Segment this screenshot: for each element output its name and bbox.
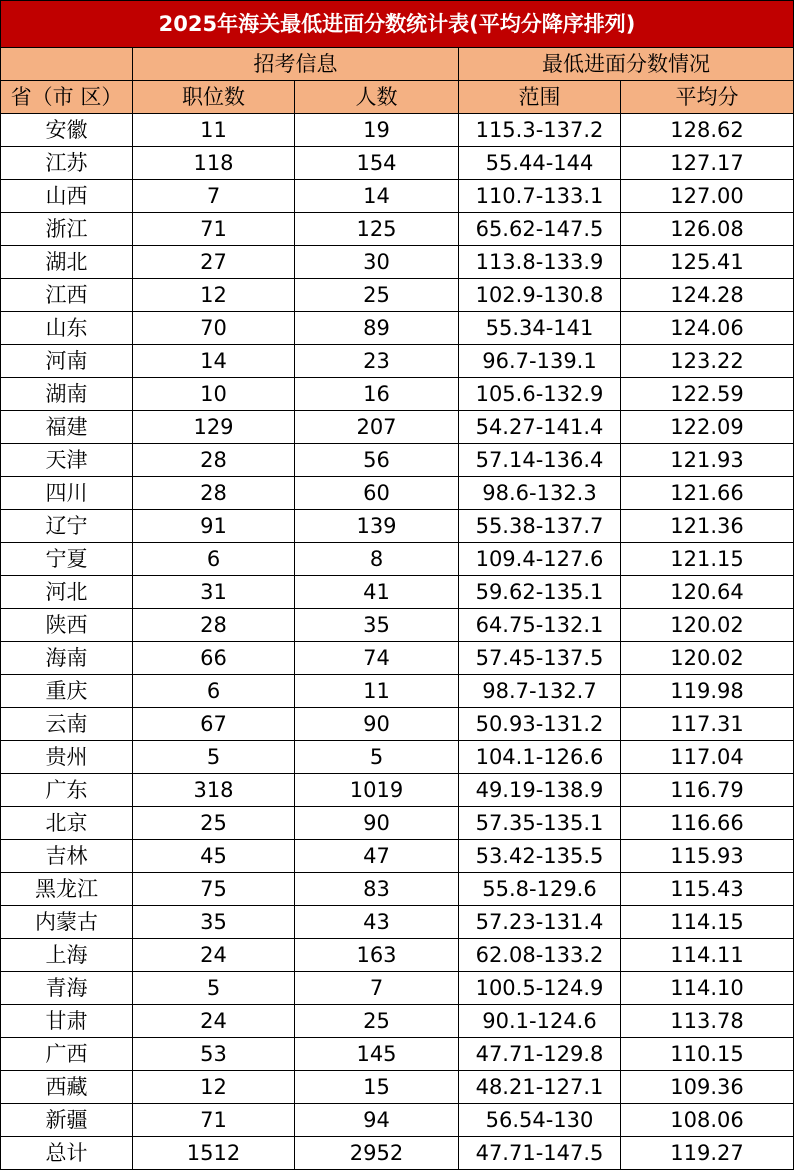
province-cell: 辽宁 — [1, 510, 133, 543]
province-cell: 江西 — [1, 279, 133, 312]
province-cell: 海南 — [1, 642, 133, 675]
average-cell: 121.66 — [621, 477, 794, 510]
positions-cell: 6 — [133, 675, 295, 708]
range-cell: 64.75-132.1 — [459, 609, 621, 642]
average-cell: 128.62 — [621, 114, 794, 147]
positions-cell: 28 — [133, 477, 295, 510]
range-cell: 59.62-135.1 — [459, 576, 621, 609]
province-cell: 河北 — [1, 576, 133, 609]
table-row — [1, 708, 794, 741]
people-cell: 14 — [295, 180, 459, 213]
average-cell: 108.06 — [621, 1104, 794, 1137]
average-cell: 127.00 — [621, 180, 794, 213]
province-cell: 新疆 — [1, 1104, 133, 1137]
positions-cell: 25 — [133, 807, 295, 840]
table-row — [1, 972, 794, 1005]
positions-cell: 28 — [133, 444, 295, 477]
column-header-positions: 职位数 — [133, 81, 295, 114]
people-cell: 90 — [295, 807, 459, 840]
range-cell: 48.21-127.1 — [459, 1071, 621, 1104]
province-cell: 内蒙古 — [1, 906, 133, 939]
range-cell: 55.34-141 — [459, 312, 621, 345]
people-cell: 83 — [295, 873, 459, 906]
range-cell: 105.6-132.9 — [459, 378, 621, 411]
average-cell: 116.79 — [621, 774, 794, 807]
range-cell: 102.9-130.8 — [459, 279, 621, 312]
positions-cell: 12 — [133, 279, 295, 312]
table-row — [1, 1038, 794, 1071]
people-cell: 89 — [295, 312, 459, 345]
range-cell: 96.7-139.1 — [459, 345, 621, 378]
table-row — [1, 741, 794, 774]
title-row — [1, 1, 794, 48]
province-cell: 甘肃 — [1, 1005, 133, 1038]
positions-cell: 6 — [133, 543, 295, 576]
average-cell: 109.36 — [621, 1071, 794, 1104]
province-cell: 四川 — [1, 477, 133, 510]
column-header-range: 范围 — [459, 81, 621, 114]
average-cell: 120.02 — [621, 642, 794, 675]
range-cell: 115.3-137.2 — [459, 114, 621, 147]
table-row — [1, 213, 794, 246]
people-cell: 90 — [295, 708, 459, 741]
range-cell: 57.45-137.5 — [459, 642, 621, 675]
table-title: 2025年海关最低进面分数统计表(平均分降序排列) — [1, 1, 794, 48]
average-cell: 116.66 — [621, 807, 794, 840]
table-row — [1, 873, 794, 906]
table-row — [1, 510, 794, 543]
total-range-cell: 47.71-147.5 — [459, 1137, 621, 1170]
table-row — [1, 444, 794, 477]
positions-cell: 27 — [133, 246, 295, 279]
people-cell: 41 — [295, 576, 459, 609]
province-cell: 贵州 — [1, 741, 133, 774]
people-cell: 16 — [295, 378, 459, 411]
people-cell: 1019 — [295, 774, 459, 807]
positions-cell: 71 — [133, 213, 295, 246]
positions-cell: 67 — [133, 708, 295, 741]
table-row — [1, 576, 794, 609]
column-header-row — [1, 81, 794, 114]
range-cell: 65.62-147.5 — [459, 213, 621, 246]
average-cell: 115.43 — [621, 873, 794, 906]
average-cell: 117.31 — [621, 708, 794, 741]
province-cell: 青海 — [1, 972, 133, 1005]
total-province-cell: 总计 — [1, 1137, 133, 1170]
table-row — [1, 378, 794, 411]
province-cell: 吉林 — [1, 840, 133, 873]
people-cell: 94 — [295, 1104, 459, 1137]
positions-cell: 75 — [133, 873, 295, 906]
average-cell: 117.04 — [621, 741, 794, 774]
range-cell: 47.71-129.8 — [459, 1038, 621, 1071]
people-cell: 74 — [295, 642, 459, 675]
positions-cell: 129 — [133, 411, 295, 444]
table-row — [1, 1104, 794, 1137]
positions-cell: 12 — [133, 1071, 295, 1104]
province-cell: 上海 — [1, 939, 133, 972]
positions-cell: 91 — [133, 510, 295, 543]
column-header-people: 人数 — [295, 81, 459, 114]
province-cell: 宁夏 — [1, 543, 133, 576]
range-cell: 113.8-133.9 — [459, 246, 621, 279]
people-cell: 35 — [295, 609, 459, 642]
column-header-average: 平均分 — [621, 81, 794, 114]
average-cell: 121.15 — [621, 543, 794, 576]
province-cell: 陕西 — [1, 609, 133, 642]
people-cell: 145 — [295, 1038, 459, 1071]
average-cell: 122.09 — [621, 411, 794, 444]
province-cell: 湖北 — [1, 246, 133, 279]
range-cell: 55.44-144 — [459, 147, 621, 180]
people-cell: 163 — [295, 939, 459, 972]
average-cell: 121.36 — [621, 510, 794, 543]
people-cell: 19 — [295, 114, 459, 147]
range-cell: 55.38-137.7 — [459, 510, 621, 543]
people-cell: 30 — [295, 246, 459, 279]
average-cell: 126.08 — [621, 213, 794, 246]
average-cell: 120.64 — [621, 576, 794, 609]
table-row — [1, 774, 794, 807]
positions-cell: 24 — [133, 939, 295, 972]
table-row — [1, 279, 794, 312]
table-row — [1, 312, 794, 345]
average-cell: 110.15 — [621, 1038, 794, 1071]
positions-cell: 31 — [133, 576, 295, 609]
range-cell: 98.7-132.7 — [459, 675, 621, 708]
range-cell: 100.5-124.9 — [459, 972, 621, 1005]
province-cell: 天津 — [1, 444, 133, 477]
people-cell: 56 — [295, 444, 459, 477]
average-cell: 114.15 — [621, 906, 794, 939]
positions-cell: 35 — [133, 906, 295, 939]
average-cell: 119.98 — [621, 675, 794, 708]
positions-cell: 45 — [133, 840, 295, 873]
people-cell: 11 — [295, 675, 459, 708]
range-cell: 90.1-124.6 — [459, 1005, 621, 1038]
table-row — [1, 411, 794, 444]
positions-cell: 14 — [133, 345, 295, 378]
people-cell: 8 — [295, 543, 459, 576]
total-people-cell: 2952 — [295, 1137, 459, 1170]
province-cell: 福建 — [1, 411, 133, 444]
range-cell: 110.7-133.1 — [459, 180, 621, 213]
people-cell: 15 — [295, 1071, 459, 1104]
people-cell: 7 — [295, 972, 459, 1005]
province-cell: 湖南 — [1, 378, 133, 411]
table-row — [1, 675, 794, 708]
positions-cell: 5 — [133, 972, 295, 1005]
range-cell: 53.42-135.5 — [459, 840, 621, 873]
positions-cell: 28 — [133, 609, 295, 642]
table-row — [1, 1005, 794, 1038]
range-cell: 49.19-138.9 — [459, 774, 621, 807]
range-cell: 50.93-131.2 — [459, 708, 621, 741]
positions-cell: 5 — [133, 741, 295, 774]
positions-cell: 118 — [133, 147, 295, 180]
average-cell: 122.59 — [621, 378, 794, 411]
province-cell: 云南 — [1, 708, 133, 741]
province-cell: 江苏 — [1, 147, 133, 180]
column-header-province: 省（市 区） — [1, 81, 133, 114]
range-cell: 57.35-135.1 — [459, 807, 621, 840]
table-body — [1, 114, 794, 1137]
total-average-cell: 119.27 — [621, 1137, 794, 1170]
table-row — [1, 114, 794, 147]
table-row — [1, 543, 794, 576]
range-cell: 109.4-127.6 — [459, 543, 621, 576]
range-cell: 54.27-141.4 — [459, 411, 621, 444]
people-cell: 139 — [295, 510, 459, 543]
average-cell: 121.93 — [621, 444, 794, 477]
average-cell: 124.06 — [621, 312, 794, 345]
range-cell: 62.08-133.2 — [459, 939, 621, 972]
average-cell: 113.78 — [621, 1005, 794, 1038]
people-cell: 5 — [295, 741, 459, 774]
table-row — [1, 609, 794, 642]
average-cell: 114.10 — [621, 972, 794, 1005]
total-positions-cell: 1512 — [133, 1137, 295, 1170]
positions-cell: 53 — [133, 1038, 295, 1071]
province-cell: 重庆 — [1, 675, 133, 708]
table-row — [1, 807, 794, 840]
average-cell: 120.02 — [621, 609, 794, 642]
people-cell: 207 — [295, 411, 459, 444]
average-cell: 124.28 — [621, 279, 794, 312]
range-cell: 56.54-130 — [459, 1104, 621, 1137]
average-cell: 123.22 — [621, 345, 794, 378]
people-cell: 154 — [295, 147, 459, 180]
range-cell: 98.6-132.3 — [459, 477, 621, 510]
average-cell: 115.93 — [621, 840, 794, 873]
average-cell: 125.41 — [621, 246, 794, 279]
positions-cell: 7 — [133, 180, 295, 213]
table-row — [1, 939, 794, 972]
people-cell: 23 — [295, 345, 459, 378]
table-row — [1, 180, 794, 213]
province-cell: 广东 — [1, 774, 133, 807]
total-row — [1, 1137, 794, 1170]
province-cell: 西藏 — [1, 1071, 133, 1104]
positions-cell: 10 — [133, 378, 295, 411]
positions-cell: 66 — [133, 642, 295, 675]
positions-cell: 11 — [133, 114, 295, 147]
people-cell: 47 — [295, 840, 459, 873]
table-row — [1, 147, 794, 180]
group-header-recruit-info: 招考信息 — [133, 48, 459, 81]
province-cell: 山东 — [1, 312, 133, 345]
range-cell: 55.8-129.6 — [459, 873, 621, 906]
group-header-row — [1, 48, 794, 81]
range-cell: 57.23-131.4 — [459, 906, 621, 939]
province-cell: 河南 — [1, 345, 133, 378]
table-row — [1, 345, 794, 378]
table-row — [1, 642, 794, 675]
province-cell: 广西 — [1, 1038, 133, 1071]
people-cell: 25 — [295, 279, 459, 312]
range-cell: 57.14-136.4 — [459, 444, 621, 477]
province-cell: 山西 — [1, 180, 133, 213]
table-row — [1, 1071, 794, 1104]
positions-cell: 318 — [133, 774, 295, 807]
province-cell: 安徽 — [1, 114, 133, 147]
people-cell: 43 — [295, 906, 459, 939]
table-row — [1, 840, 794, 873]
people-cell: 125 — [295, 213, 459, 246]
positions-cell: 24 — [133, 1005, 295, 1038]
province-cell: 北京 — [1, 807, 133, 840]
positions-cell: 70 — [133, 312, 295, 345]
people-cell: 60 — [295, 477, 459, 510]
table-row — [1, 906, 794, 939]
table-row — [1, 477, 794, 510]
people-cell: 25 — [295, 1005, 459, 1038]
group-header-score-info: 最低进面分数情况 — [459, 48, 794, 81]
range-cell: 104.1-126.6 — [459, 741, 621, 774]
province-cell: 黑龙江 — [1, 873, 133, 906]
province-cell: 浙江 — [1, 213, 133, 246]
average-cell: 114.11 — [621, 939, 794, 972]
positions-cell: 71 — [133, 1104, 295, 1137]
average-cell: 127.17 — [621, 147, 794, 180]
table-row — [1, 246, 794, 279]
group-header-empty — [1, 48, 133, 81]
